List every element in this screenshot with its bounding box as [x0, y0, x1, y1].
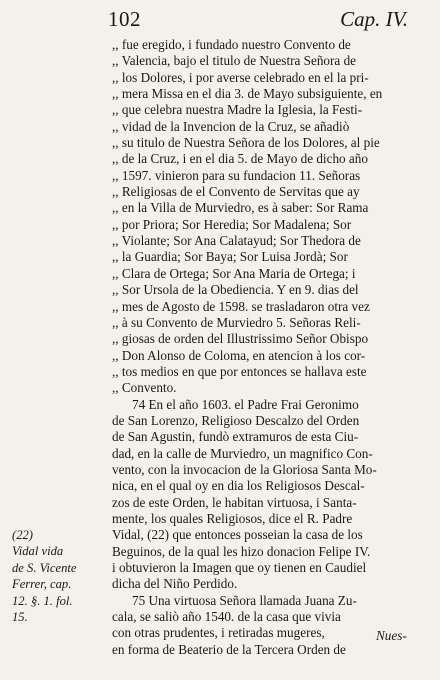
text-line: ,, Clara de Ortega; Sor Ana Maria de Ortega; i: [112, 265, 356, 281]
text-line: ,, en la Villa de Murviedro, es à saber: Sor Rama: [112, 200, 369, 216]
margin-note-line: 12. §. 1. fol.: [12, 593, 73, 608]
text-line: ,, giosas de orden del Illustrissimo Señor Obispo: [112, 331, 369, 347]
text-line: Beguinos, de la qual les hizo donacion Felipe IV.: [112, 543, 371, 559]
text-line: de San Lorenzo, Religioso Descalzo del Orden: [112, 412, 360, 428]
text-line: ,, tos medios en que por entonces se hallava este: [112, 363, 367, 379]
text-line: dad, en la calle de Murviedro, un magnifico Con-: [112, 445, 373, 461]
chapter-title: Cap. IV.: [340, 7, 408, 31]
text-line: ,, Valencia, bajo el titulo de Nuestra Señora de: [112, 53, 357, 69]
margin-note-line: 15.: [12, 610, 28, 625]
text-line: mente, los quales Religiosos, dice el R. Padre: [112, 510, 353, 526]
text-line: ,, la Guardia; Sor Baya; Sor Luisa Jordà; Sor: [112, 249, 348, 265]
margin-note-line: (22): [12, 528, 33, 542]
text-line: ,, mes de Agosto de 1598. se trasladaron otra vez: [112, 298, 370, 314]
text-line: ,, Convento.: [112, 380, 177, 396]
text-line: Vidal, (22) que entonces posseian la casa de los: [112, 527, 363, 543]
text-line: ,, mera Missa en el dia 3. de Mayo subsiguiente, en: [112, 86, 383, 102]
text-line: ,, Religiosas de el Convento de Servitas que ay: [112, 184, 360, 200]
body-text: [112, 37, 412, 658]
text-line: ,, Don Alonso de Coloma, en atencion à los cor-: [112, 347, 366, 363]
text-line: dicha del Niño Perdido.: [112, 576, 238, 592]
text-line: ,, Sor Ursola de la Obediencia. Y en 9. dias del: [112, 282, 359, 298]
margin-note-line: Ferrer, cap.: [12, 577, 72, 592]
catchword: Nues-: [376, 628, 407, 643]
text-line: cala, se saliò año 1540. de la casa que vivia: [112, 609, 341, 625]
text-line: ,, fue eregido, i fundado nuestro Convento de: [112, 37, 351, 52]
text-line: vento, con la invocacion de la Gloriosa Santa Mo-: [112, 461, 377, 477]
text-line: ,, de la Cruz, i en el dia 5. de Mayo de dicho año: [112, 151, 368, 167]
text-line: nica, en el qual oy en dia los Religiosos Descal-: [112, 478, 365, 494]
text-line: con otras prudentes, i retiradas mugeres,: [112, 625, 325, 641]
text-line: zos de este Orden, le habitan virtuosa, i Santa-: [112, 494, 357, 510]
margin-note: [12, 527, 122, 625]
margin-note-line: Vidal vida: [12, 544, 64, 559]
text-line: ,, à su Convento de Murviedro 5. Señoras Reli-: [112, 314, 361, 330]
page-number: 102: [108, 7, 141, 31]
text-line: ,, vidad de la Invencion de la Cruz, se añadiò: [112, 118, 350, 134]
text-line: ,, Violante; Sor Ana Calatayud; Sor Thedora de: [112, 233, 361, 249]
text-line: de San Agustin, fundò extramuros de esta Ciu-: [112, 429, 359, 445]
text-line: 75 Una virtuosa Señora llamada Juana Zu-: [132, 592, 357, 608]
text-line: 74 En el año 1603. el Padre Frai Geronimo: [132, 396, 359, 412]
page-header: [108, 7, 408, 33]
text-line: ,, los Dolores, i por averse celebrado en el la pri-: [112, 69, 369, 85]
text-line: ,, por Priora; Sor Heredia; Sor Madalena; Sor: [112, 216, 352, 232]
text-line: i obtuvieron la Imagen que oy tienen en Caudiel: [112, 560, 367, 575]
text-line: ,, 1597. vinieron para su fundacion 11. Señoras: [112, 167, 361, 183]
text-line: en forma de Beaterio de la Tercera Orden de: [112, 641, 346, 657]
text-line: ,, que celebra nuestra Madre la Iglesia, la Festi-: [112, 102, 363, 118]
margin-note-line: de S. Vicente: [12, 560, 77, 575]
text-line: ,, su titulo de Nuestra Señora de los Dolores, al pie: [112, 135, 380, 151]
